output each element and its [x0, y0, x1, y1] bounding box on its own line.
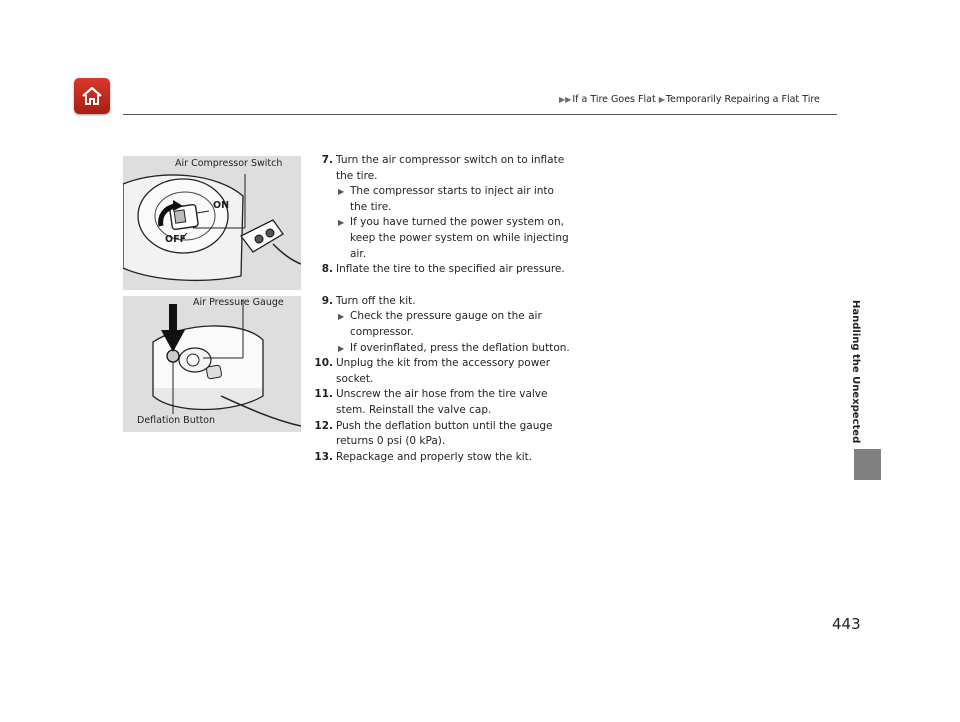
step-item [310, 419, 570, 450]
step-item [310, 294, 570, 310]
compressor-switch-illustration [123, 156, 301, 290]
step-item [310, 153, 570, 184]
step-item [310, 262, 570, 278]
step-number: 11. [314, 388, 333, 401]
step-substep: ▶ The compressor starts to inject air into the tire. [310, 184, 570, 215]
breadcrumb-item[interactable]: Temporarily Repairing a Flat Tire [665, 94, 820, 105]
step-number: 9. [321, 294, 333, 307]
step-text: Unscrew the air hose from the tire valve stem. Reinstall the valve cap. [336, 388, 548, 416]
step-text: Inflate the tire to the specified air pressure. [336, 263, 565, 276]
section-tab-label: Handling the Unexpected [850, 300, 861, 444]
breadcrumb [559, 94, 820, 105]
step-number: 10. [314, 357, 333, 370]
step-text: Turn off the kit. [336, 294, 416, 307]
step-number: 8. [321, 263, 333, 276]
air-compressor-switch-callout: Air Compressor Switch [175, 158, 283, 169]
switch-off-label: OFF [165, 234, 187, 245]
step-spacer [310, 278, 570, 294]
step-text: Turn the air compressor switch on to inflate the tire. [336, 154, 565, 182]
step-number: 7. [321, 154, 333, 166]
pressure-gauge-figure [123, 296, 301, 432]
step-text: Repackage and properly stow the kit. [336, 450, 533, 463]
header-rule [123, 114, 837, 115]
pressure-gauge-illustration [123, 296, 301, 432]
home-button[interactable] [74, 78, 110, 114]
breadcrumb-arrow-icon: ▶▶ [559, 95, 572, 104]
step-text: Push the deflation button until the gauge returns 0 psi (0 kPa). [336, 419, 553, 448]
breadcrumb-arrow-icon: ▶ [658, 95, 665, 104]
step-substep: ▶ Check the pressure gauge on the air compressor. [310, 309, 570, 340]
step-text: Unplug the kit from the accessory power socket. [336, 357, 551, 385]
step-item [310, 356, 570, 387]
step-substep: ▶ If overinflated, press the deflation button. [310, 341, 570, 357]
step-substep: ▶ If you have turned the power system on, keep the power system on while injecting air. [310, 215, 570, 262]
home-icon [80, 84, 104, 108]
air-pressure-gauge-callout: Air Pressure Gauge [193, 297, 284, 308]
deflation-button-callout: Deflation Button [137, 415, 216, 426]
section-tab[interactable] [854, 449, 881, 480]
step-number: 12. [314, 419, 333, 432]
page-number: 443 [832, 615, 861, 633]
procedure-steps [310, 153, 570, 465]
step-number: 13. [314, 450, 333, 463]
switch-on-label: ON [213, 200, 230, 211]
compressor-switch-figure [123, 156, 301, 290]
breadcrumb-item[interactable]: If a Tire Goes Flat [572, 94, 656, 105]
step-item [310, 387, 570, 418]
step-item [310, 450, 570, 466]
